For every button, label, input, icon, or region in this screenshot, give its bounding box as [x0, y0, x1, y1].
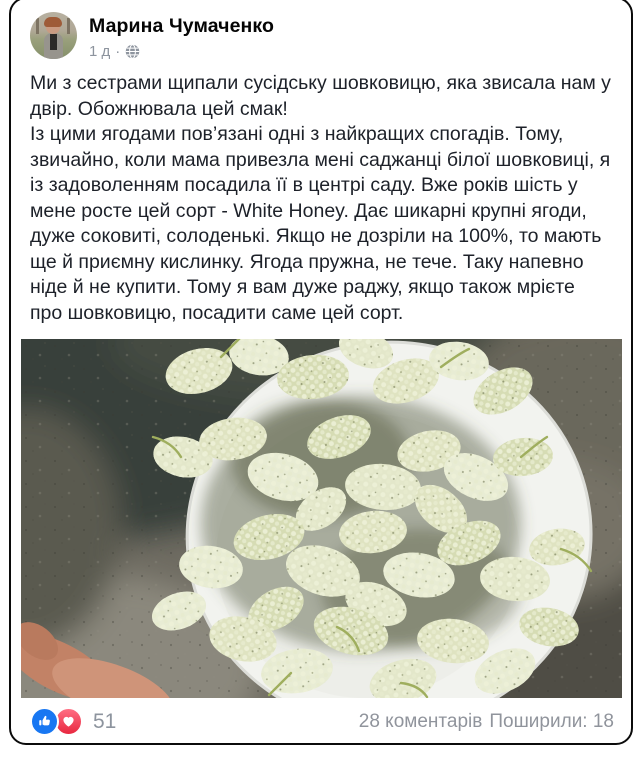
- avatar-hair: [44, 17, 62, 27]
- avatar-scarf: [50, 34, 57, 50]
- thumbs-up-icon: [36, 713, 53, 730]
- avatar-tree-decor: [36, 18, 39, 34]
- like-reaction-icon[interactable]: [30, 707, 59, 736]
- meta-dot: ·: [115, 43, 121, 60]
- post-meta: [89, 43, 274, 60]
- avatar[interactable]: [30, 12, 77, 59]
- globe-public-icon: [125, 44, 140, 59]
- reaction-count[interactable]: 51: [93, 709, 117, 733]
- avatar-tree-decor: [67, 18, 70, 34]
- timestamp[interactable]: 1 д: [89, 43, 111, 60]
- header-texts: [89, 12, 274, 60]
- post-text: [11, 60, 631, 326]
- comments-shares: [359, 711, 614, 733]
- post-photo[interactable]: [21, 339, 622, 698]
- post-card: [9, 0, 633, 745]
- heart-icon: [60, 713, 77, 730]
- reactions-summary[interactable]: [30, 707, 116, 736]
- post-paragraph: Ми з сестрами щипали сусідську шовковицю, яка звисала нам у двір. Обожнювала цей смак!: [30, 72, 611, 120]
- post-paragraph: Із цими ягодами пов’язані одні з найкращих спогадів. Тому, звичайно, коли мама привезла мені саджанці білої шовковиці, я із задоволенням посадила її в центрі саду. Вже років шість у мене росте цей сорт - White Honey. Дає шикарні крупні ягоди, дуже соковиті, солоденькі. Якщо не дозріли на 100%, то мають ще й приємну кислинку. Ягода пружна, не тече. Таку напевно ніде й не купити. Тому я вам дуже раджу, якщо також мрієте про шовковицю, посадити саме цей сорт.: [30, 123, 611, 324]
- comments-count[interactable]: 28 коментарів: [358, 710, 483, 732]
- post-footer: [11, 698, 631, 745]
- author-name[interactable]: Марина Чумаченко: [89, 15, 275, 37]
- mulberries-photo-art: [21, 339, 622, 698]
- shares-count[interactable]: Поширили: 18: [489, 710, 614, 732]
- post-header: [11, 0, 631, 60]
